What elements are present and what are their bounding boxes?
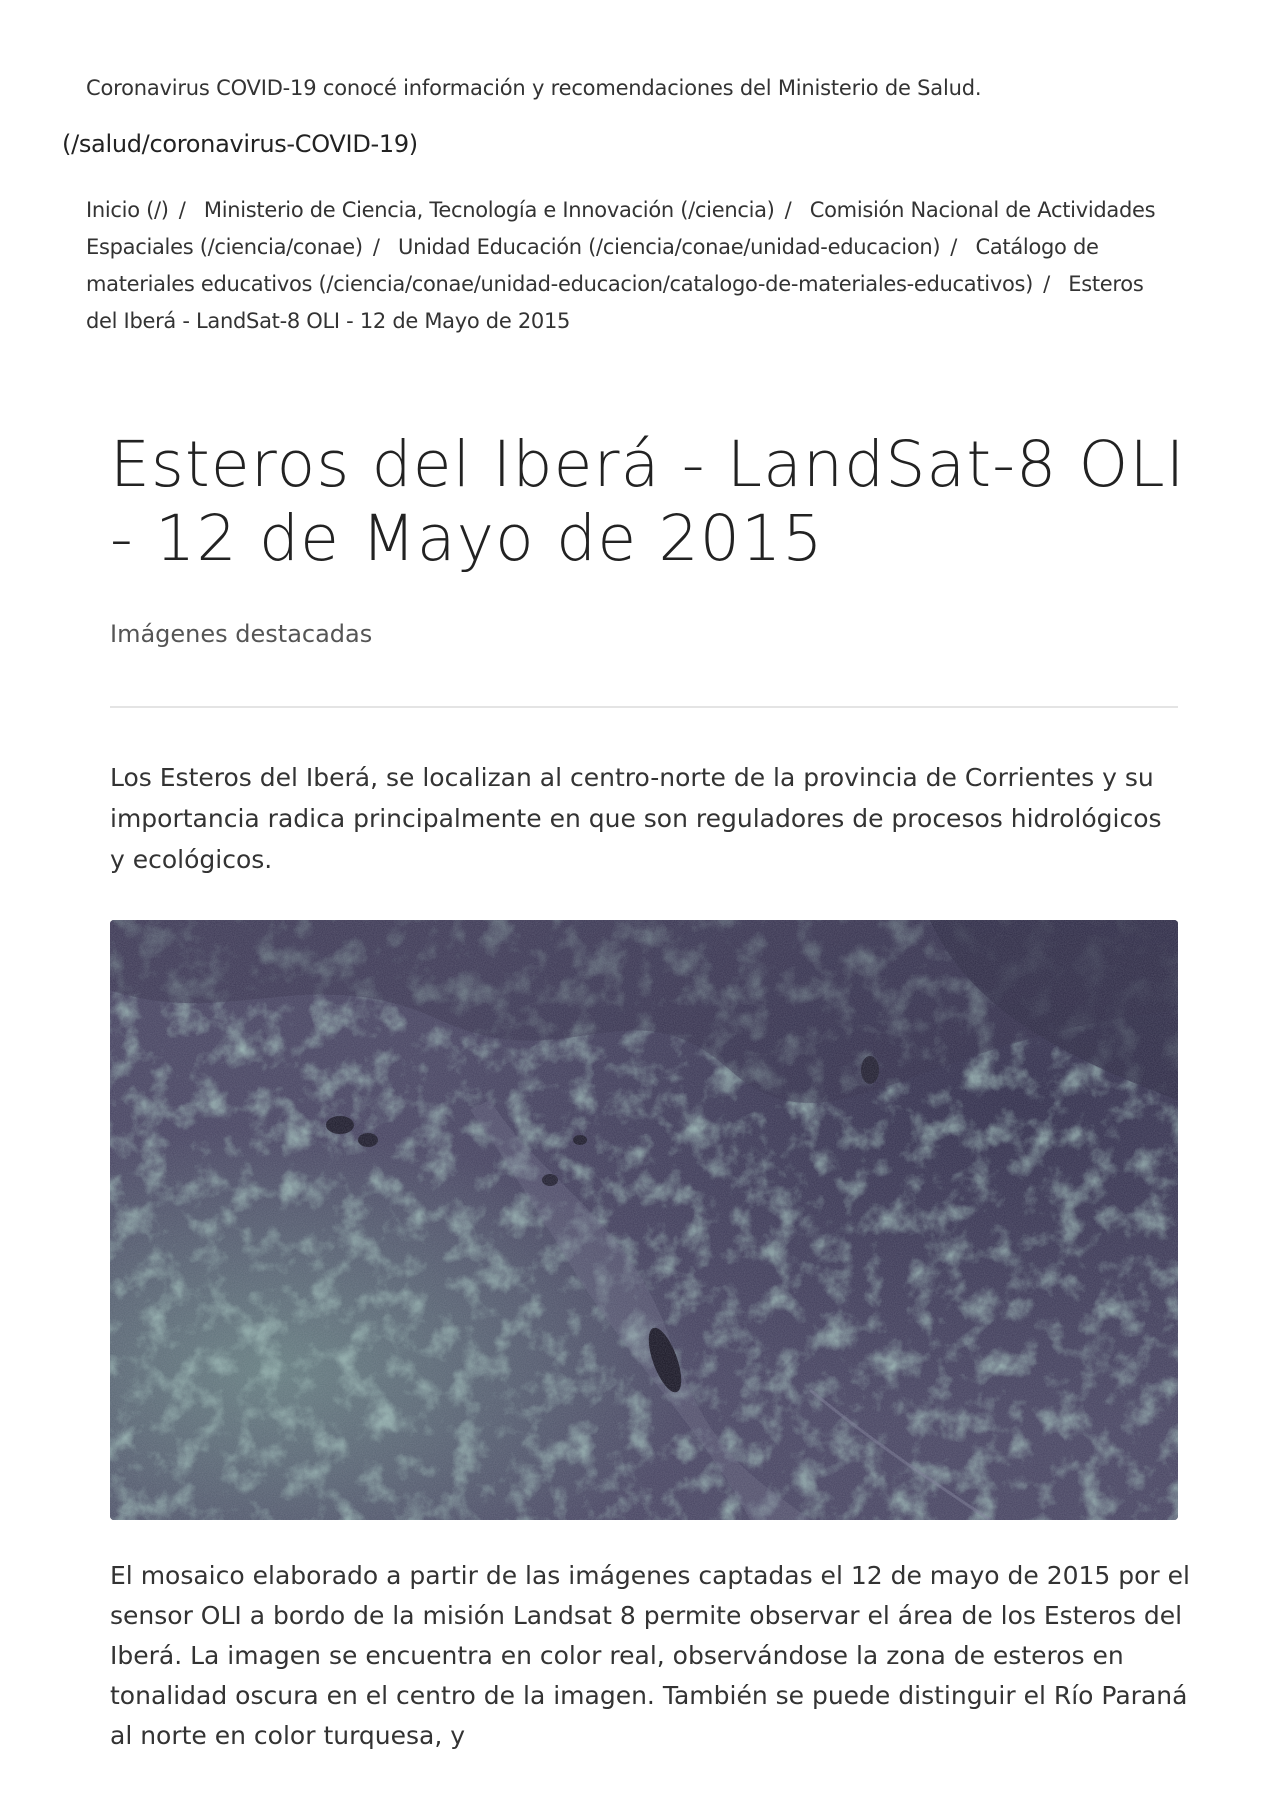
breadcrumb-item-unidad-educacion[interactable]: Unidad Educación (/ciencia/conae/unidad-educacion) <box>398 235 941 259</box>
page-title: Esteros del Iberá - LandSat-8 OLI - 12 de Mayo de 2015 <box>110 428 1186 575</box>
covid-banner-link[interactable]: (/salud/coronavirus-COVID-19) <box>62 130 418 158</box>
breadcrumb-item-conae[interactable]: Comisión Nacional de Actividades Espaciales (/ciencia/conae) <box>86 198 1156 259</box>
satellite-image-artwork <box>110 920 1178 1520</box>
breadcrumb <box>86 192 1166 340</box>
breadcrumb-item-ministerio[interactable]: Ministerio de Ciencia, Tecnología e Innovación (/ciencia) <box>203 198 775 222</box>
divider <box>110 706 1178 708</box>
breadcrumb-separator: / <box>372 235 380 259</box>
breadcrumb-separator: / <box>950 235 958 259</box>
covid-banner-text[interactable]: Coronavirus COVID-19 conocé información y recomendaciones del Ministerio de Salud. <box>86 76 982 100</box>
satellite-image <box>110 920 1178 1520</box>
breadcrumb-item-inicio[interactable]: Inicio (/) <box>86 198 169 222</box>
intro-paragraph: Los Esteros del Iberá, se localizan al centro-norte de la provincia de Corrientes y su importancia radica principalmente en que son reguladores de procesos hidrológicos y ecológicos. <box>110 763 1162 874</box>
breadcrumb-separator: / <box>1043 272 1050 296</box>
breadcrumb-item-catalogo[interactable]: Catálogo de materiales educativos (/ciencia/conae/unidad-educacion/catalogo-de-materiales-educativos) <box>86 235 1099 296</box>
breadcrumb-item-current: Esteros del Iberá - LandSat-8 OLI - 12 de Mayo de 2015 <box>86 272 1144 333</box>
breadcrumb-separator: / <box>784 198 792 222</box>
description-paragraph: El mosaico elaborado a partir de las imágenes captadas el 12 de mayo de 2015 por el sensor OLI a bordo de la misión Landsat 8 permite observar el área de los Esteros del Iberá. La imagen se encuentra en color real, observándose la zona de esteros en tonalidad oscura en el centro de la imagen. También se puede distinguir el Río Paraná al norte en color turquesa, y <box>110 1561 1190 1750</box>
breadcrumb-separator: / <box>178 198 186 222</box>
section-label: Imágenes destacadas <box>110 620 373 648</box>
